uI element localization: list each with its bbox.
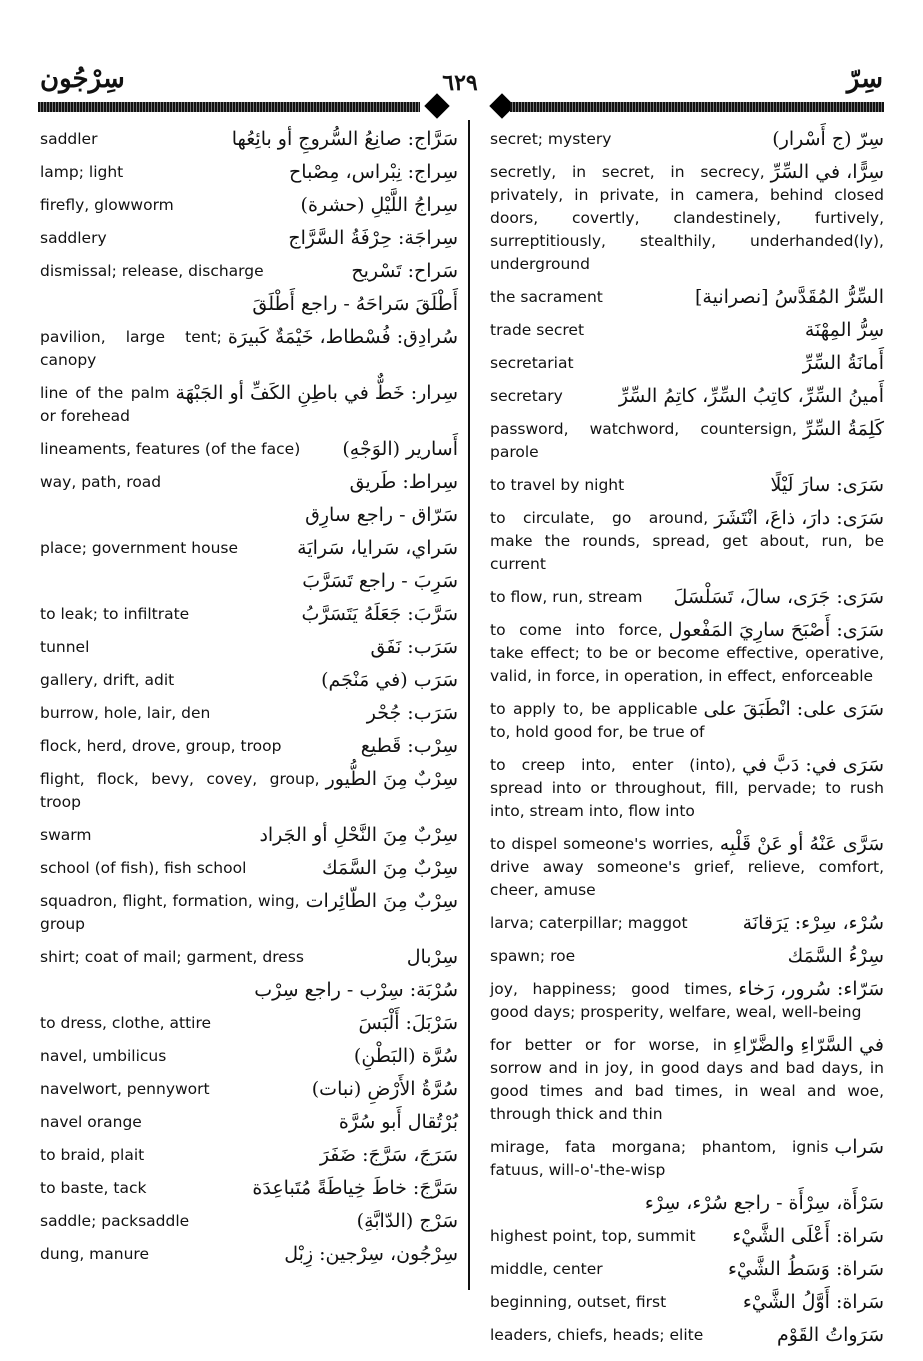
english-definition: navel, umbilicus	[40, 1047, 167, 1065]
arabic-headword: سِراجَة: حِرْفَةُ السَّرَّاج	[288, 227, 458, 249]
arabic-headword: سُرَّةُ الأَرْضِ (نبات)	[311, 1078, 458, 1100]
dictionary-entry	[40, 227, 458, 250]
english-definition: to apply to, be applicable to, hold good for, be true of	[490, 700, 705, 741]
dictionary-entry	[490, 1034, 884, 1126]
english-definition: to baste, tack	[40, 1179, 147, 1197]
arabic-headword: سَرْج (الدّابَّةِ)	[356, 1210, 458, 1232]
english-definition: squadron, flight, formation, wing, group	[40, 892, 300, 933]
english-definition: secret; mystery	[490, 130, 612, 148]
dictionary-entry	[490, 978, 884, 1024]
arabic-headword: سَرّاق - راجع سارِق	[305, 504, 458, 526]
dictionary-entry	[40, 537, 458, 560]
dictionary-entry	[40, 161, 458, 184]
dictionary-entry	[490, 1291, 884, 1314]
arabic-headword: أَطْلَقَ سَراحَهُ - راجع أَطْلَقَ	[252, 293, 458, 315]
english-definition: lamp; light	[40, 163, 124, 181]
english-definition: dung, manure	[40, 1245, 149, 1263]
english-definition: pavilion, large tent; canopy	[40, 328, 222, 369]
english-definition: to braid, plait	[40, 1146, 145, 1164]
arabic-headword: سِراجُ اللَّيْلِ (حشرة)	[300, 194, 458, 216]
page-number: ٦٢٩	[442, 70, 478, 96]
english-definition: to flow, run, stream	[490, 588, 643, 606]
dictionary-entry	[40, 1045, 458, 1068]
arabic-headword: السِّرُّ المُقَدَّسُ [نصرانية]	[695, 286, 884, 308]
english-definition: school (of fish), fish school	[40, 859, 247, 877]
arabic-headword: سِرُّ المِهْنَة	[804, 319, 884, 341]
column-divider	[468, 120, 470, 1290]
arabic-headword: سِراج: نِبْراس، مِصْباح	[289, 161, 458, 183]
dictionary-entry	[40, 128, 458, 151]
arabic-headword: سِرار: خَطٌّ في باطِنِ الكَفِّ أو الجَبْهَة	[175, 382, 458, 404]
dictionary-entry	[490, 945, 884, 968]
arabic-headword: سَراة: وَسَطُ الشَّيْء	[727, 1258, 884, 1280]
arabic-headword: سِرّ (ج أَسْرار)	[772, 128, 884, 150]
english-definition: leaders, chiefs, heads; elite	[490, 1326, 704, 1344]
english-definition: flight, flock, bevy, covey, group, troop	[40, 770, 320, 811]
dictionary-entry	[40, 504, 458, 527]
guide-word-left: سِرْجُون	[40, 64, 125, 94]
arabic-headword: سَرِبَ - راجع تَسَرَّبَ	[302, 570, 458, 592]
right-column	[490, 128, 884, 1357]
arabic-headword: سَرَب: جُحْر	[366, 702, 458, 724]
guide-word-right: سِرّ	[846, 64, 883, 94]
arabic-headword: سُرَّة (البَطْنِ)	[353, 1045, 458, 1067]
dictionary-entry	[40, 603, 458, 626]
english-definition: to come into force, take effect; to be or become effective, operative, valid, in force, in operation, in effect, enforceable	[490, 621, 884, 685]
dictionary-entry	[490, 474, 884, 497]
dictionary-entry	[40, 946, 458, 969]
arabic-headword: سِرْب: قَطيع	[360, 735, 458, 757]
arabic-headword: كَلِمَةُ السِّرِّ	[802, 418, 884, 440]
dictionary-entry	[40, 1210, 458, 1233]
dictionary-entry	[40, 702, 458, 725]
arabic-headword: سَرَب (في مَنْجَم)	[321, 669, 458, 691]
dictionary-entry	[40, 293, 458, 316]
dictionary-entry	[490, 128, 884, 151]
english-definition: to dress, clothe, attire	[40, 1014, 212, 1032]
dictionary-entry	[40, 735, 458, 758]
dictionary-entry	[490, 1136, 884, 1182]
dictionary-entry	[40, 260, 458, 283]
english-definition: secretary	[490, 387, 563, 405]
dictionary-entry	[490, 619, 884, 688]
dictionary-entry	[490, 586, 884, 609]
arabic-headword: سَراب	[834, 1136, 884, 1158]
dictionary-entry	[40, 570, 458, 593]
english-definition: gallery, drift, adit	[40, 671, 175, 689]
english-definition: secretariat	[490, 354, 574, 372]
english-definition: saddler	[40, 130, 98, 148]
dictionary-entry	[40, 768, 458, 814]
arabic-headword: سَرَواتُ القَوْم	[776, 1324, 884, 1346]
english-definition: highest point, top, summit	[490, 1227, 696, 1245]
arabic-headword: سَرّاء: سُرور، رَخاء	[738, 978, 884, 1000]
page-header	[0, 60, 923, 100]
dictionary-entry	[40, 979, 458, 1002]
arabic-headword: سِرْبٌ مِنَ الطّائِرات	[305, 890, 458, 912]
dictionary-entry	[490, 1324, 884, 1347]
arabic-headword: سَراي، سَرايا، سَرايَة	[297, 537, 458, 559]
arabic-headword: سَرَى: دارَ، ذاعَ، انْتَشَرَ	[714, 507, 884, 529]
dictionary-entry	[490, 754, 884, 823]
dictionary-entry	[490, 385, 884, 408]
header-rule-right	[510, 102, 884, 112]
arabic-headword: سَرَى على: انْطَبَقَ على	[703, 698, 884, 720]
english-definition: lineaments, features (of the face)	[40, 440, 301, 458]
dictionary-entry	[40, 382, 458, 428]
dictionary-entry	[40, 471, 458, 494]
arabic-headword: سِرْبٌ مِنَ الطُّيور	[325, 768, 458, 790]
arabic-headword: سَرْأَة، سِرْأَة - راجع سُرْء، سِرْء	[644, 1192, 884, 1214]
dictionary-entry	[490, 1192, 884, 1215]
dictionary-entry	[40, 1012, 458, 1035]
english-definition: firefly, glowworm	[40, 196, 174, 214]
arabic-headword: سِرْبال	[406, 946, 458, 968]
arabic-headword: سُرْبَة: سِرْب - راجع سِرْب	[254, 979, 458, 1001]
english-definition: password, watchword, countersign, parole	[490, 420, 797, 461]
english-definition: to travel by night	[490, 476, 625, 494]
english-definition: for better or for worse, in sorrow and in joy, in good days and bad days, in good times and bad times, in weal and woe, through thick and thin	[490, 1036, 884, 1123]
dictionary-entry	[40, 636, 458, 659]
arabic-headword: سَرَى: أَصْبَحَ سارِيَ المَفْعول	[668, 619, 884, 641]
arabic-headword: سِرْبٌ مِنَ السَّمَك	[321, 857, 458, 879]
arabic-headword: في السَّرّاءِ والضَّرّاءِ	[732, 1034, 884, 1056]
dictionary-entry	[490, 418, 884, 464]
arabic-headword: سَرْبَلَ: أَلْبَسَ	[358, 1012, 458, 1034]
english-definition: spawn; roe	[490, 947, 576, 965]
arabic-headword: سَرَب: نَفَق	[370, 636, 458, 658]
dictionary-entry	[40, 1111, 458, 1134]
english-definition: flock, herd, drove, group, troop	[40, 737, 282, 755]
arabic-headword: أَمينُ السِّرِّ، كاتِبُ السِّرِّ، كاتِمُ السِّرِّ	[618, 385, 884, 407]
arabic-headword: سِرْجُون، سِرْجين: زِبْل	[284, 1243, 458, 1265]
dictionary-entry	[490, 352, 884, 375]
english-definition: joy, happiness; good times, good days; prosperity, welfare, weal, well-being	[490, 980, 862, 1021]
english-definition: saddle; packsaddle	[40, 1212, 190, 1230]
arabic-headword: سِراط: طَريق	[349, 471, 458, 493]
dictionary-entry	[40, 1078, 458, 1101]
english-definition: navel orange	[40, 1113, 142, 1131]
english-definition: tunnel	[40, 638, 90, 656]
dictionary-entry	[40, 1177, 458, 1200]
dictionary-entry	[40, 857, 458, 880]
english-definition: swarm	[40, 826, 92, 844]
arabic-headword: بُرْتُقال أَبو سُرَّة	[338, 1111, 458, 1133]
arabic-headword: سَرَى في: دَبَّ في	[742, 754, 884, 776]
english-definition: line of the palm or forehead	[40, 384, 170, 425]
arabic-headword: سَراة: أَوَّلُ الشَّيْء	[742, 1291, 884, 1313]
english-definition: the sacrament	[490, 288, 603, 306]
arabic-headword: سَرَجَ، سَرَّجَ: ضَفَرَ	[319, 1144, 458, 1166]
english-definition: shirt; coat of mail; garment, dress	[40, 948, 304, 966]
arabic-headword: سِرْءُ السَّمَك	[787, 945, 884, 967]
dictionary-entry	[40, 1243, 458, 1266]
dictionary-entry	[490, 833, 884, 902]
dictionary-entry	[490, 507, 884, 576]
arabic-headword: سُرادِق: فُسْطاط، خَيْمَةٌ كَبيرَة	[227, 326, 458, 348]
dictionary-entry	[490, 1225, 884, 1248]
english-definition: navelwort, pennywort	[40, 1080, 210, 1098]
dictionary-entry	[40, 669, 458, 692]
dictionary-entry	[40, 438, 458, 461]
arabic-headword: سَرَّى عَنْهُ أو عَنْ قَلْبِه	[719, 833, 884, 855]
dictionary-entry	[40, 1144, 458, 1167]
english-definition: saddlery	[40, 229, 107, 247]
arabic-headword: سُرْء، سِرْء: يَرَقانَة	[742, 912, 884, 934]
english-definition: way, path, road	[40, 473, 162, 491]
arabic-headword: سِرًّا، في السِّرِّ	[770, 161, 884, 183]
arabic-headword: سَراة: أَعْلَى الشَّيْء	[732, 1225, 884, 1247]
english-definition: place; government house	[40, 539, 239, 557]
english-definition: beginning, outset, first	[490, 1293, 667, 1311]
english-definition: to creep into, enter (into), spread into or throughout, fill, pervade; to rush into, stream into, flow into	[490, 756, 884, 820]
arabic-headword: سِرْبٌ مِنَ النَّحْلِ أو الجَراد	[259, 824, 458, 846]
arabic-headword: سَرَّبَ: جَعَلَهُ يَتَسَرَّبُ	[301, 603, 458, 625]
english-definition: middle, center	[490, 1260, 603, 1278]
dictionary-entry	[40, 194, 458, 217]
dictionary-entry	[490, 286, 884, 309]
arabic-headword: سَرَّجَ: خاطَ خِياطَةً مُتَباعِدَة	[252, 1177, 458, 1199]
dictionary-entry	[490, 698, 884, 744]
arabic-headword: أَمانَةُ السِّرِّ	[802, 352, 884, 374]
arabic-headword: سَرَى: سارَ لَيْلًا	[770, 474, 884, 496]
dictionary-entry	[40, 824, 458, 847]
english-definition: to leak; to infiltrate	[40, 605, 190, 623]
left-column	[40, 128, 458, 1276]
arabic-headword: سَرَّاج: صانِعُ السُّروجِ أو بائِعُها	[231, 128, 458, 150]
dictionary-entry	[40, 326, 458, 372]
arabic-headword: سَراح: تَسْريح	[351, 260, 458, 282]
dictionary-entry	[490, 161, 884, 276]
dictionary-entry	[490, 1258, 884, 1281]
dictionary-entry	[490, 912, 884, 935]
english-definition: dismissal; release, discharge	[40, 262, 264, 280]
header-rule-left	[38, 102, 420, 112]
english-definition: secretly, in secret, in secrecy, privately, in private, in camera, behind closed doors, covertly, clandestinely, furtively, surreptitiously, stealthily, underhanded(ly), underground	[490, 163, 884, 273]
english-definition: mirage, fata morgana; phantom, ignis fatuus, will-o'-the-wisp	[490, 1138, 829, 1179]
english-definition: to circulate, go around, make the rounds, spread, get about, run, be current	[490, 509, 884, 573]
arabic-headword: سَرَى: جَرَى، سالَ، تَسَلْسَلَ	[673, 586, 884, 608]
dictionary-entry	[490, 319, 884, 342]
arabic-headword: أَسارير (الوَجْهِ)	[342, 438, 458, 460]
english-definition: to dispel someone's worries, drive away someone's grief, relieve, comfort, cheer, amuse	[490, 835, 884, 899]
english-definition: larva; caterpillar; maggot	[490, 914, 688, 932]
english-definition: trade secret	[490, 321, 585, 339]
english-definition: burrow, hole, lair, den	[40, 704, 211, 722]
dictionary-entry	[40, 890, 458, 936]
